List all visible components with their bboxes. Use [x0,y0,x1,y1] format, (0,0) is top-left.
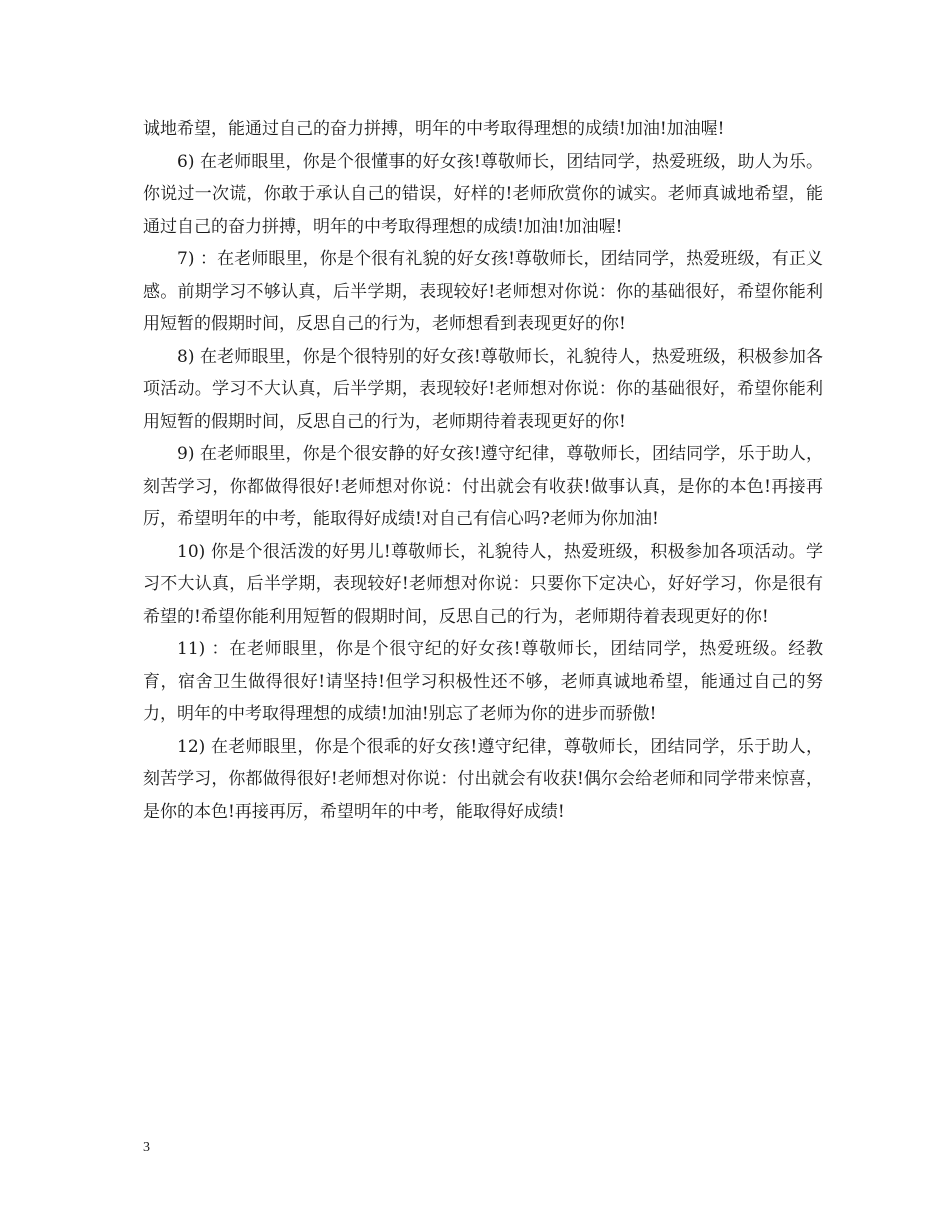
continuation-text: 诚地希望，能通过自己的奋力拼搏，明年的中考取得理想的成绩!加油!加油喔! [143,119,725,139]
document-body [143,113,823,828]
paragraph-7: 7) ：在老师眼里，你是个很有礼貌的好女孩!尊敬师长，团结同学，热爱班级，有正义感。前期学习不够认真，后半学期，表现较好!老师想对你说：你的基础很好，希望你能利用短暂的假期时间，反思自己的行为，老师想看到表现更好的你! [143,249,823,334]
paragraph-11: 11) ：在老师眼里，你是个很守纪的好女孩!尊敬师长，团结同学，热爱班级。经教育，宿舍卫生做得很好!请坚持!但学习积极性还不够，老师真诚地希望，能通过自己的努力，明年的中考取得理想的成绩!加油!别忘了老师为你的进步而骄傲! [143,639,823,724]
paragraph-8: 8) 在老师眼里，你是个很特别的好女孩!尊敬师长，礼貌待人，热爱班级，积极参加各项活动。学习不大认真，后半学期，表现较好!老师想对你说：你的基础很好，希望你能利用短暂的假期时间，反思自己的行为，老师期待着表现更好的你! [143,346,823,432]
paragraph-9: 9) 在老师眼里，你是个很安静的好女孩!遵守纪律，尊敬师长，团结同学，乐于助人，刻苦学习，你都做得很好!老师想对你说：付出就会有收获!做事认真，是你的本色!再接再厉，希望明年的中考，能取得好成绩!对自己有信心吗?老师为你加油! [143,444,823,529]
page-number: 3 [143,1140,150,1155]
paragraph-6: 6) 在老师眼里，你是个很懂事的好女孩!尊敬师长，团结同学，热爱班级，助人为乐。你说过一次谎，你敢于承认自己的错误，好样的!老师欣赏你的诚实。老师真诚地希望，能通过自己的奋力拼搏，明年的中考取得理想的成绩!加油!加油喔! [143,151,823,237]
paragraph-10: 10) 你是个很活泼的好男儿!尊敬师长，礼貌待人，热爱班级，积极参加各项活动。学习不大认真，后半学期，表现较好!老师想对你说：只要你下定决心，好好学习，你是很有希望的!希望你能利用短暂的假期时间，反思自己的行为，老师期待着表现更好的你! [143,541,823,627]
paragraph-12: 12) 在老师眼里，你是个很乖的好女孩!遵守纪律，尊敬师长，团结同学，乐于助人，刻苦学习，你都做得很好!老师想对你说：付出就会有收获!偶尔会给老师和同学带来惊喜，是你的本色!再接再厉，希望明年的中考，能取得好成绩! [143,736,823,822]
